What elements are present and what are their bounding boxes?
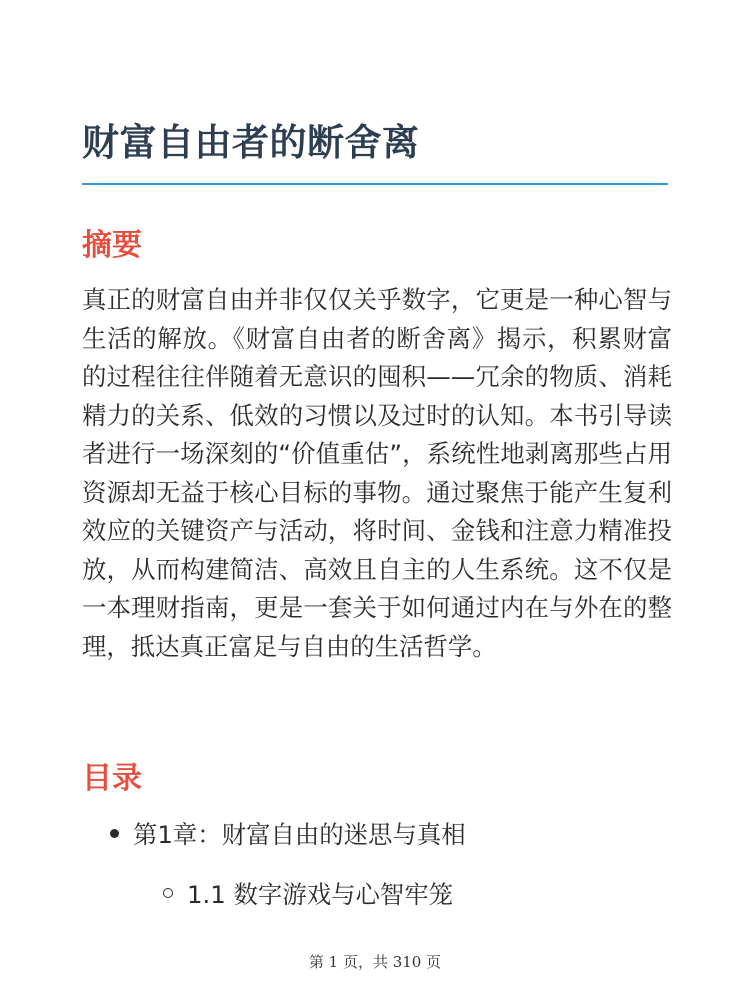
toc-item-label: 第1章：财富自由的迷思与真相 [133,820,466,849]
abstract-body: 真正的财富自由并非仅仅关乎数字，它更是一种心智与生活的解放。《财富自由者的断舍离》揭示，积累财富的过程往往伴随着无意识的囤积——冗余的物质、消耗精力的关系、低效的习惯以及过时的认知。本书引导读者进行一场深刻的“价值重估”，系统性地剥离那些占用资源却无益于核心目标的事物。通过聚焦于能产生复利效应的关键资产与活动，将时间、金钱和注意力精准投放，从而构建简洁、高效且自主的人生系统。这不仅是一本理财指南，更是一套关于如何通过内在与外在的整理，抵达真正富足与自由的生活哲学。 [82,285,672,661]
toc-item-chapter-1[interactable] [110,815,466,850]
abstract-heading: 摘要 [82,228,142,263]
page-number-footer: 第 1 页，共 310 页 [308,953,442,971]
bullet-circle-icon [163,888,173,898]
toc-item-section-1-1[interactable] [163,875,453,910]
document-title: 财富自由者的断舍离 [82,121,420,164]
title-divider [82,183,668,185]
toc-item-label: 1.1 数字游戏与心智牢笼 [187,880,454,909]
toc-heading: 目录 [82,761,142,796]
bullet-disc-icon [110,829,119,838]
